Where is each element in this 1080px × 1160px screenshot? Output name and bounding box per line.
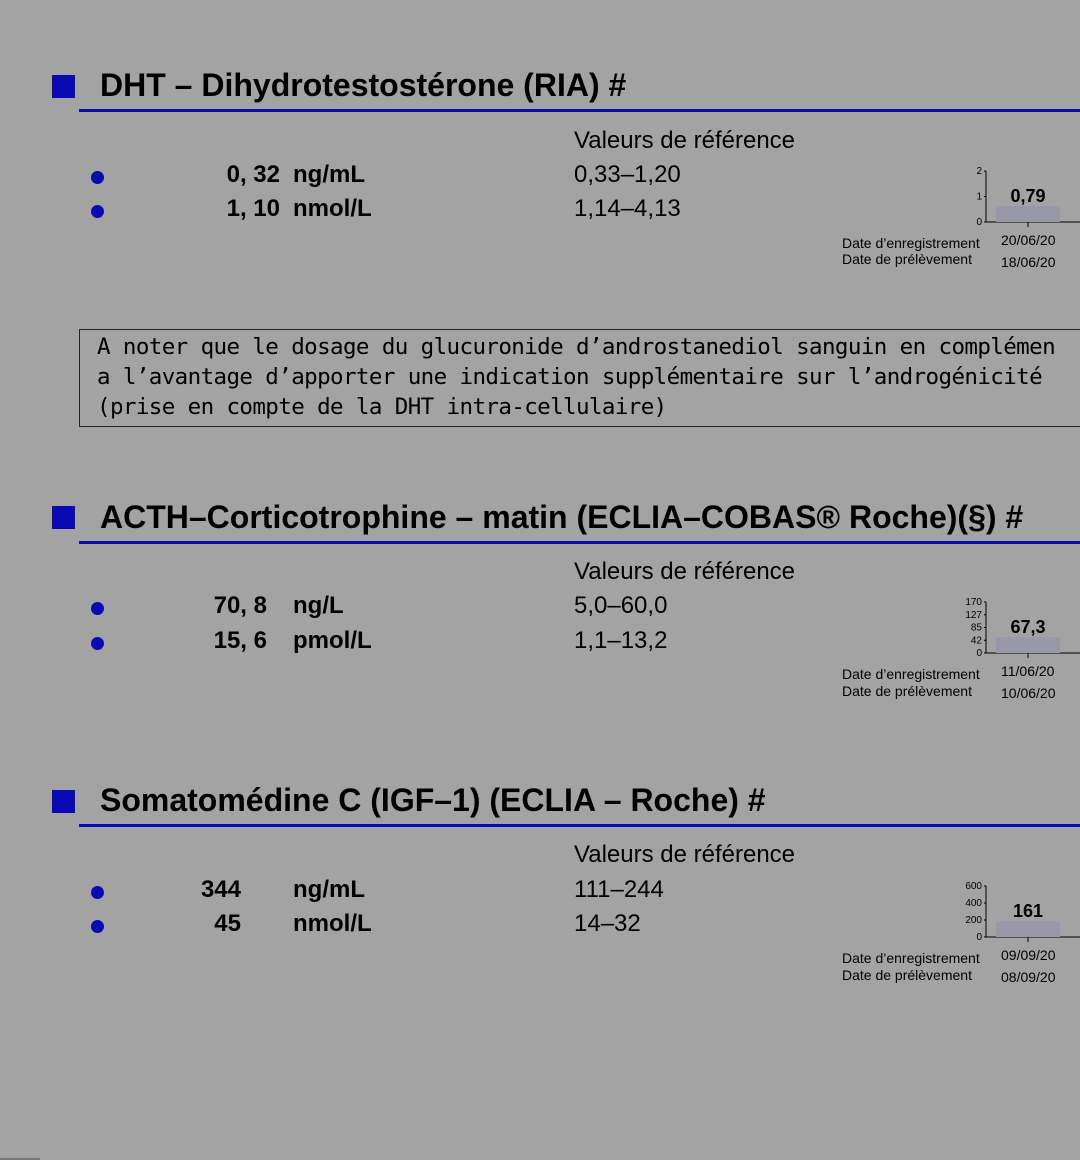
section-rule [79, 824, 1080, 827]
section-title: DHT – Dihydrotestostérone (RIA) # [100, 67, 627, 103]
history-bar [996, 206, 1060, 222]
date-prelevement: 10/06/20 [1001, 685, 1056, 701]
reference-range: 5,0–60,0 [574, 592, 668, 619]
reference-range: 0,33–1,20 [574, 161, 681, 188]
history-chart [950, 165, 1080, 235]
history-value-label: 67,3 [1010, 617, 1046, 637]
reference-range: 1,14–4,13 [574, 195, 681, 222]
y-tick-label: 85 [970, 622, 982, 634]
history-chart-svg [950, 880, 1080, 950]
section-title: ACTH–Corticotrophine – matin (ECLIA–COBAS® Roche)(§) # [100, 499, 1024, 535]
section-title: Somatomédine C (IGF–1) (ECLIA – Roche) # [100, 782, 766, 818]
reference-range: 1,1–13,2 [574, 627, 668, 654]
result-value: 344 [200, 876, 241, 903]
history-chart [950, 596, 1080, 666]
reference-header: Valeurs de référence [574, 558, 796, 585]
section-marker-icon [52, 506, 75, 529]
bullet-icon [91, 886, 104, 899]
history-chart [950, 880, 1080, 950]
date-enregistrement-label: Date d’enregistrement [842, 950, 980, 966]
result-unit: ng/mL [293, 161, 365, 188]
date-enregistrement: 20/06/20 [1001, 232, 1056, 248]
history-chart-svg [950, 165, 1080, 235]
result-unit: ng/mL [293, 876, 365, 903]
result-value: 45 [214, 910, 241, 937]
result-unit: nmol/L [293, 910, 372, 937]
note-line: A noter que le dosage du glucuronide d’androstanediol sanguin en complémen [97, 334, 1056, 360]
bullet-icon [91, 920, 104, 933]
y-tick-label: 0 [976, 932, 982, 943]
date-enregistrement: 09/09/20 [1001, 947, 1056, 963]
bullet-icon [91, 637, 104, 650]
y-tick-label: 400 [965, 898, 982, 909]
y-tick-label: 170 [965, 597, 982, 608]
reference-range: 111–244 [574, 876, 664, 903]
y-tick-label: 127 [965, 609, 982, 621]
y-tick-label: 0 [976, 217, 982, 228]
reference-header: Valeurs de référence [574, 841, 796, 868]
section-marker-icon [52, 790, 75, 813]
result-value: 0, 32 [226, 161, 280, 188]
result-unit: pmol/L [293, 627, 372, 654]
result-value: 15, 6 [213, 627, 267, 654]
y-tick-label: 2 [976, 166, 982, 177]
y-tick-label: 1 [976, 191, 982, 203]
reference-header: Valeurs de référence [574, 127, 796, 154]
note-line: (prise en compte de la DHT intra-cellulaire) [97, 394, 667, 420]
y-tick-label: 0 [976, 648, 982, 659]
date-enregistrement-label: Date d’enregistrement [842, 235, 980, 251]
date-enregistrement-label: Date d’enregistrement [842, 666, 980, 682]
history-bar [996, 637, 1060, 653]
bullet-icon [91, 205, 104, 218]
bullet-icon [91, 171, 104, 184]
section-marker-icon [52, 75, 75, 98]
bullet-icon [91, 602, 104, 615]
history-chart-svg [950, 596, 1080, 666]
y-tick-label: 200 [965, 915, 982, 926]
history-value-label: 161 [1012, 901, 1044, 921]
result-value: 70, 8 [213, 592, 267, 619]
date-prelevement-label: Date de prélèvement [842, 251, 972, 267]
note-box [79, 329, 1080, 427]
section-rule [79, 109, 1080, 112]
y-tick-label: 42 [970, 635, 982, 647]
date-prelevement-label: Date de prélèvement [842, 967, 972, 983]
history-value-label: 0,79 [1010, 186, 1046, 206]
date-prelevement-label: Date de prélèvement [842, 683, 972, 699]
y-tick-label: 600 [965, 881, 982, 892]
result-value: 1, 10 [226, 195, 280, 222]
note-line: a l’avantage d’apporter une indication supplémentaire sur l’androgénicité [97, 364, 1043, 390]
result-unit: nmol/L [293, 195, 372, 222]
history-bar [996, 921, 1060, 937]
date-enregistrement: 11/06/20 [1001, 663, 1055, 679]
section-rule [79, 541, 1080, 544]
result-unit: ng/L [293, 592, 344, 619]
date-prelevement: 18/06/20 [1001, 254, 1056, 270]
date-prelevement: 08/09/20 [1001, 969, 1056, 985]
reference-range: 14–32 [574, 910, 641, 937]
